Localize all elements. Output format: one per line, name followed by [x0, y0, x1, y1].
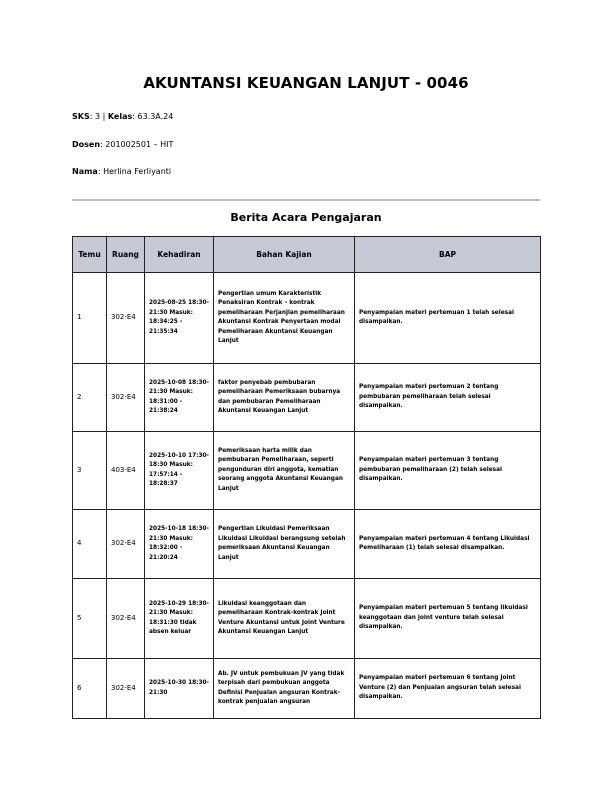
kelas-label: Kelas — [107, 112, 133, 121]
kehadiran-cell: 2025-10-08 18:30-21:30 Masuk: 18:31:00 - 21:38:24 — [145, 364, 214, 432]
temu-cell: 3 — [73, 432, 107, 510]
ruang-cell: 302-E4 — [107, 364, 145, 432]
table-row — [73, 432, 541, 510]
dosen-label: Dosen — [72, 140, 101, 149]
kehadiran-cell: 2025-10-30 18:30-21:30 — [145, 659, 214, 719]
bahan-kajian-cell: Pengertian umum Karakteristik Penaksiran Kontrak – kontrak pemeliharaan Perjanjian pemeliharaan Akuntansi Kontrak Penyertaan modal Pemeliharaan Akuntansi Keuangan Lanjut — [214, 273, 355, 364]
table-row — [73, 659, 541, 719]
table-row — [73, 579, 541, 659]
temu-cell: 6 — [73, 659, 107, 719]
table-header-row — [73, 237, 541, 273]
header-ruang: Ruang — [107, 237, 145, 273]
table-row — [73, 273, 541, 364]
sks-value: : 3 | — [89, 112, 108, 121]
ruang-cell: 403-E4 — [107, 432, 145, 510]
dosen-line — [72, 140, 173, 149]
header-temu: Temu — [73, 237, 107, 273]
nama-line — [72, 167, 171, 176]
kehadiran-cell: 2025-10-18 18:30-21:30 Masuk: 18:32:00 - 21:20:24 — [145, 510, 214, 579]
kelas-value: : 63.3A.24 — [132, 112, 174, 121]
course-title: AKUNTANSI KEUANGAN LANJUT - 0046 — [143, 74, 469, 92]
kehadiran-cell: 2025-08-25 18:30-21:30 Masuk: 18:34:25 - 21:35:34 — [145, 273, 214, 364]
temu-cell: 5 — [73, 579, 107, 659]
header-kehadiran: Kehadiran — [145, 237, 214, 273]
ruang-cell: 302-E4 — [107, 659, 145, 719]
sks-label: SKS — [72, 112, 90, 121]
table-row — [73, 364, 541, 432]
ruang-cell: 302-E4 — [107, 510, 145, 579]
section-title: Berita Acara Pengajaran — [230, 211, 382, 224]
dosen-value: : 201002501 – HIT — [100, 140, 174, 149]
bap-cell: Penyampaian materi pertemuan 3 tentang pembubaran pemeliharaan (2) telah selesai disampaikan. — [355, 432, 541, 510]
bap-table — [72, 236, 541, 719]
bap-cell: Penyampaian materi pertemuan 6 tentang Joint Venture (2) dan Penjualan angsuran telah selesai disampaikan. — [355, 659, 541, 719]
nama-value: : Herlina Ferliyanti — [97, 167, 172, 176]
kehadiran-cell: 2025-10-10 17:30-18:30 Masuk: 17:57:14 - 18:28:37 — [145, 432, 214, 510]
bap-cell: Penyampaian materi pertemuan 4 tentang Likuidasi Pemeliharaan (1) telah selesai disampaikan. — [355, 510, 541, 579]
header-bap: BAP — [355, 237, 541, 273]
bap-cell: Penyampaian materi pertemuan 2 tentang pembubaran pemeliharaan telah selesai disampaikan. — [355, 364, 541, 432]
temu-cell: 4 — [73, 510, 107, 579]
kehadiran-cell: 2025-10-29 18:30-21:30 Masuk: 18:31:30 tidak absen keluar — [145, 579, 214, 659]
temu-cell: 1 — [73, 273, 107, 364]
nama-label: Nama — [72, 167, 98, 176]
bahan-kajian-cell: Ab. JV untuk pembukuan JV yang tidak terpisah dari pembukuan anggota Definisi Penjualan angsuran Kontrak-kontrak penjualan angsuran — [214, 659, 355, 719]
bahan-kajian-cell: Pengertian Likuidasi Pemeriksaan Likuidasi Likuidasi berangsung setelah pemeriksaan Akuntansi Keuangan Lanjut — [214, 510, 355, 579]
ruang-cell: 302-E4 — [107, 579, 145, 659]
sks-kelas-line — [72, 112, 173, 121]
ruang-cell: 302-E4 — [107, 273, 145, 364]
horizontal-divider — [72, 199, 540, 201]
table-row — [73, 510, 541, 579]
bap-cell: Penyampaian materi pertemuan 5 tentang likuidasi keanggotaan dan joint venture telah selesai disampaikan. — [355, 579, 541, 659]
bahan-kajian-cell: Pemeriksaan harta milik dan pembubaran Pemeliharaan, seperti pengunduran diri anggota, kematian seorang anggota Akuntansi Keuangan Lanjut — [214, 432, 355, 510]
bap-cell: Penyampaian materi pertemuan 1 telah selesai disampaikan. — [355, 273, 541, 364]
header-bahan-kajian: Bahan Kajian — [214, 237, 355, 273]
bahan-kajian-cell: Likuidasi keanggotaan dan pemeliharaan Kontrak-kontrak Joint Venture Akuntansi untuk Joint Venture Akuntansi Keuangan Lanjut — [214, 579, 355, 659]
bahan-kajian-cell: faktor penyebab pembubaran pemeliharaan Pemeriksaan bubarnya dan pembubaran Pemeliharaan Akuntansi Keuangan Lanjut — [214, 364, 355, 432]
temu-cell: 2 — [73, 364, 107, 432]
